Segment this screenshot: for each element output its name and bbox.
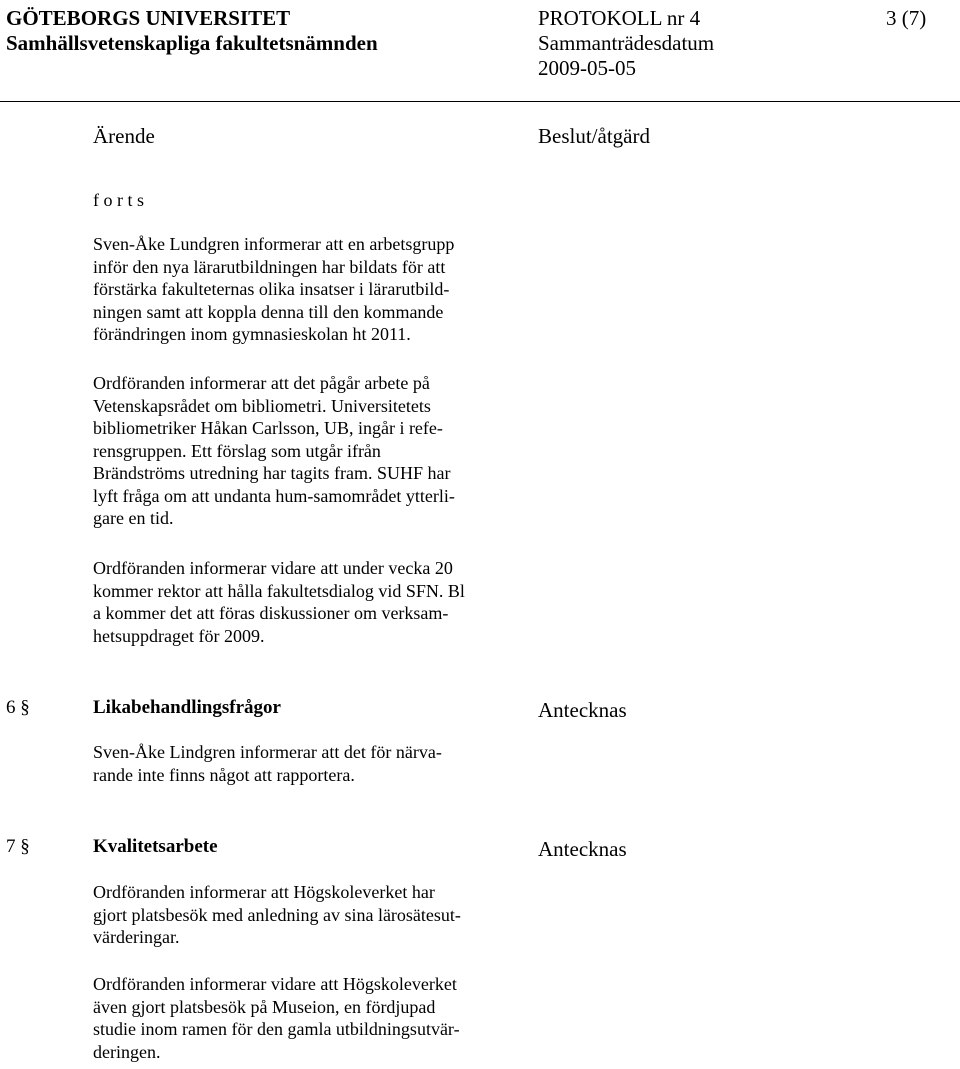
paragraph-line: Ordföranden informerar att det pågår arbete på [93, 373, 430, 393]
paragraph-line: värderingar. [93, 927, 180, 947]
paragraph-line: a kommer det att föras diskussioner om verksam- [93, 603, 449, 623]
paragraph-line: gjort platsbesök med anledning av sina lärosätesut- [93, 904, 461, 925]
university-name: GÖTEBORGS UNIVERSITET [6, 6, 291, 30]
section-decision: Antecknas [538, 837, 627, 861]
paragraph-line: bibliometriker Håkan Carlsson, UB, ingår i refe- [93, 418, 443, 438]
paragraph [93, 741, 533, 786]
continued-marker: f o r t s [93, 190, 144, 210]
paragraph [93, 557, 533, 647]
paragraph-line: inför den nya lärarutbildningen har bildats för att [93, 256, 446, 277]
section-decision: Antecknas [538, 698, 627, 722]
paragraph-line: förstärka fakulteternas olika insatser i lärarutbild- [93, 279, 450, 299]
paragraph-line: gare en tid. [93, 508, 174, 528]
paragraph [93, 372, 533, 530]
paragraph-line: lyft fråga om att undanta hum-samområdet ytterli- [93, 485, 455, 506]
section-number: 7 § [6, 836, 30, 857]
header-divider [0, 101, 960, 102]
paragraph-line: Sven-Åke Lindgren informerar att det för närva- [93, 742, 442, 762]
paragraph-line: Ordföranden informerar att Högskoleverket har [93, 882, 435, 902]
paragraph [93, 233, 533, 346]
paragraph-line: kommer rektor att hålla fakultetsdialog vid SFN. Bl [93, 580, 465, 601]
paragraph [93, 881, 533, 949]
paragraph-line: ningen samt att koppla denna till den kommande [93, 301, 444, 322]
paragraph-line: rande inte finns något att rapportera. [93, 764, 355, 785]
paragraph-line: förändringen inom gymnasieskolan ht 2011. [93, 324, 411, 344]
paragraph-line: Ordföranden informerar vidare att under vecka 20 [93, 558, 453, 578]
meeting-date: 2009-05-05 [538, 56, 636, 80]
protocol-number: PROTOKOLL nr 4 [538, 6, 701, 30]
section-title: Likabehandlingsfrågor [93, 697, 281, 718]
section-title: Kvalitetsarbete [93, 836, 218, 857]
paragraph-line: Vetenskapsrådet om bibliometri. Universitetets [93, 395, 431, 416]
paragraph-line: rensgruppen. Ett förslag som utgår ifrån [93, 440, 381, 461]
paragraph-line: Ordföranden informerar vidare att Högskoleverket [93, 974, 457, 994]
paragraph-line: hetsuppdraget för 2009. [93, 625, 265, 646]
faculty-board-name: Samhällsvetenskapliga fakultetsnämnden [6, 31, 378, 55]
paragraph-line: Brändströms utredning har tagits fram. SUHF har [93, 463, 451, 483]
section-number: 6 § [6, 697, 30, 718]
paragraph-line: deringen. [93, 1041, 161, 1062]
paragraph-line: även gjort platsbesök på Museion, en fördjupad [93, 996, 436, 1017]
column-heading-matter: Ärende [93, 124, 155, 148]
paragraph-line: studie inom ramen för den gamla utbildningsutvär- [93, 1019, 460, 1039]
paragraph [93, 973, 533, 1063]
meeting-date-label: Sammanträdesdatum [538, 31, 715, 55]
page-number: 3 (7) [886, 6, 927, 30]
column-heading-decision: Beslut/åtgärd [538, 124, 650, 148]
paragraph-line: Sven-Åke Lundgren informerar att en arbetsgrupp [93, 234, 455, 254]
